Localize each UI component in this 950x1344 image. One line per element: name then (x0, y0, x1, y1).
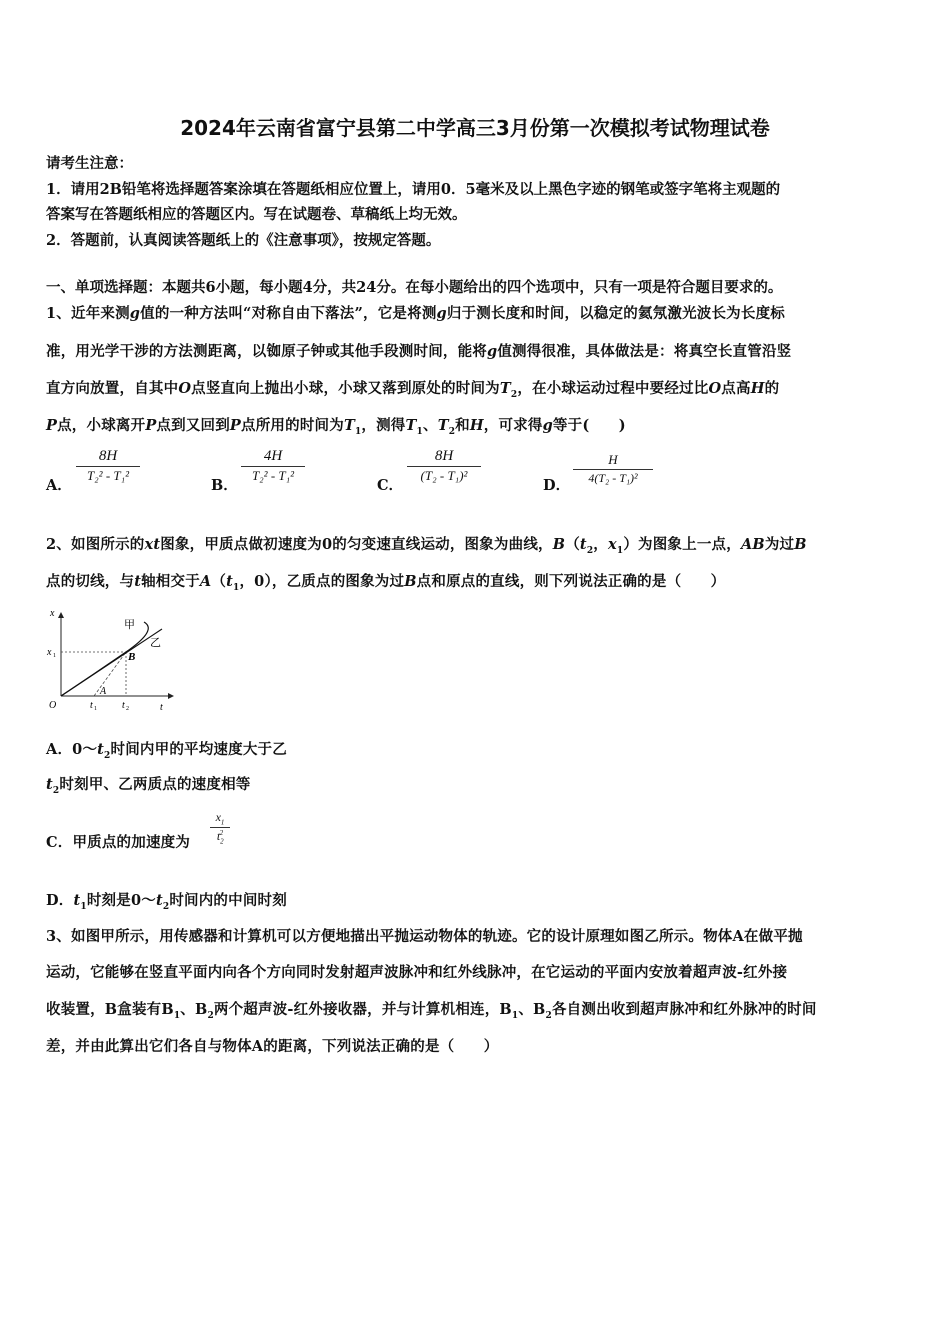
tick-label-t2: t (122, 700, 125, 711)
tangent-line-ab (94, 652, 126, 696)
q1-option-d-fraction: $\frac{H}{\text{4(T₂ - T₁)²}}$ (573, 452, 653, 486)
q3-line-3: 收装置，B盒装有$B_1$、$B_2$两个超声波-红外接收器，并与计算机相连，$B_1$、$B_2$各自测出收到超声脉冲和红外脉冲的时间 (46, 1001, 817, 1021)
q3-line-1: 3、如图甲所示，用传感器和计算机可以方便地描出平抛运动物体的轨迹。它的设计原理如图乙所示。物体A在做平抛 (46, 928, 803, 945)
tick-label-x1-sub: 1 (53, 653, 56, 659)
point-b-label: B (128, 651, 136, 663)
notice-heading: 请考生注意： (46, 155, 133, 172)
tick-label-t1-sub: 1 (94, 706, 97, 712)
point-a-label: A (100, 686, 107, 697)
q1-option-c-fraction: $\frac{8H}{\text{(T₂ - T₁)²}}$ (407, 448, 481, 484)
q2-line-1: 2、如图所示的xt图象，甲质点做初速度为0的匀变速直线运动，图象为曲线，$B(t_2$，$x_1$）为图象上一点，AB为过B (46, 536, 807, 556)
q1-option-b-fraction: $\frac{4H}{\text{T₂² - T₁²}}$ (241, 448, 305, 484)
q1-option-a-fraction: $\frac{8H}{\text{T₂² - T₁²}}$ (76, 448, 140, 484)
notice-line-1b: 答案写在答题纸相应的答题区内。写在试题卷、草稿纸上均无效。 (46, 206, 467, 223)
xt-graph (44, 604, 174, 716)
tick-label-t2-sub: 2 (126, 706, 129, 712)
label-jia: 甲 (124, 619, 135, 631)
label-yi: 乙 (150, 637, 161, 649)
q2-option-b[interactable]: $t_2$时刻甲、乙两质点的速度相等 (46, 776, 251, 796)
section-heading: 一、单项选择题：本题共6小题，每小题4分，共24分。在每小题给出的四个选项中，只有一项是符合题目要求的。 (46, 279, 783, 296)
q2-option-a[interactable]: A．$0\sim t_2$时间内甲的平均速度大于乙 (46, 741, 287, 761)
notice-line-2: 2．答题前，认真阅读答题纸上的《注意事项》，按规定答题。 (46, 232, 441, 249)
notice-line-1a: 1．请用2B铅笔将选择题答案涂填在答题纸相应位置上，请用0．5毫米及以上黑色字迹的钢笔或签字笔将主观题的 (46, 181, 781, 198)
line-yi (61, 629, 162, 696)
q1-line-1: 1、近年来测g值的一种方法叫“对称自由下落法”，它是将测g归于测长度和时间，以稳定的氦氖激光波长为长度标 (46, 305, 785, 322)
q1-line-3: 直方向放置，自其中O点竖直向上抛出小球，小球又落到原处的时间为$T_2$，在小球运动过程中要经过比O点高H的 (46, 380, 780, 400)
q3-line-4: 差，并由此算出它们各自与物体A的距离，下列说法正确的是（ ） (46, 1038, 499, 1055)
origin-label: O (49, 700, 57, 711)
q3-line-2: 运动，它能够在竖直平面内向各个方向同时发射超声波脉冲和红外线脉冲，在它运动的平面内安放着超声波-红外接 (46, 964, 788, 981)
tick-label-x1: x (47, 647, 52, 658)
exam-page: 2024年云南省富宁县第二中学高三3月份第一次模拟考试物理试卷 请考生注意： 1．请用2B铅笔将选择题答案涂填在答题纸相应位置上，请用0．5毫米及以上黑色字迹的钢笔或签字笔将主观题的 答案写在答题纸相应的答题区内。写在试题卷、草稿纸上均无效。 2．答题前，认真阅读答题纸上的《注意事项》，按规定答题。 一、单项选择题：本题共6小题，每小题4分，共24分。在每小题给出的四个选项中，只有一项是符合题目要求的。 1、近年来测g值的一种方法叫“对称自由下落法”，它是将测g归于测长度和时间，以稳定的氦氖激光波长为长度标 准，用光学干涉的方法测距离，以铷原子钟或其他手段测时间，能将g值测得很准，具体做法是：将真空长直管沿竖 直方向放置，自其中O点竖直向上抛出小球，小球又落到原处的时间为$T_2$，在小球运动过程中要经过比O点高H的 P点，小球离开P点到又回到P点所用的时间为$T_1$，测得$T_1$、$T_2$和H，可求得g等于( ) A． $\frac{8H}{\text{T₂² - T₁²}}$ B． $\frac{4H}{\text{T₂² - T₁²}}$ C． $\frac{8H}{\text{(T₂ - T₁)²}}$ D． $\frac{H}{\text{4(T₂ - T₁)²}}$ 2、如图所示的xt图象，甲质点做初速度为0的匀变速直线运动，图象为曲线，$B(t_2$，$x_1$）为图象上一点，AB为过B 点的切线，与t轴相交于$A(t_1$，0），乙质点的图象为过B点和原点的直线，则下列说法正确的是（ ） x x 1 O t 1 t 2 t 甲 乙 B A A．$0\sim t_2$时间内甲的平均速度大于乙 $t_2$时刻甲、乙两质点的速度相等 C．甲质点的加速度为 $\frac{x_1}{t_2^2}$ D．$t_1$时刻是$0\sim t_2$时间内的中间时刻 3、如图甲所示，用传感器和计算机可以方便地描出平抛运动物体的轨迹。它的设计原理如图乙所示。物体A在做平抛 运动，它能够在竖直平面内向各个方向同时发射超声波脉冲和红外线脉冲，在它运动的平面内安放着超声波-红外接 收装置，B盒装有$B_1$、$B_2$两个超声波-红外接收器，并与计算机相连，$B_1$、$B_2$各自测出收到超声脉冲和红外脉冲的时间 差，并由此算出它们各自与物体A的距离，下列说法正确的是（ ） (0, 0, 950, 1344)
q2-option-d[interactable]: D．$t_1$时刻是$0\sim t_2$时间内的中间时刻 (46, 892, 287, 912)
tick-label-t1: t (90, 700, 93, 711)
axis-label-t: t (160, 702, 163, 713)
page-title: 2024年云南省富宁县第二中学高三3月份第一次模拟考试物理试卷 (180, 116, 770, 140)
q2-option-c-fraction: $\frac{x_1}{t_2^2}$ (210, 810, 230, 846)
x-axis-arrow (58, 612, 64, 618)
axis-label-x: x (50, 608, 55, 619)
q1-line-2: 准，用光学干涉的方法测距离，以铷原子钟或其他手段测时间，能将g值测得很准，具体做法是：将真空长直管沿竖 (46, 343, 792, 360)
q1-line-4: P点，小球离开P点到又回到P点所用的时间为$T_1$，测得$T_1$、$T_2$和H，可求得g等于( ) (46, 417, 626, 437)
t-axis-arrow (168, 693, 174, 699)
q2-line-2: 点的切线，与t轴相交于$A(t_1$，0），乙质点的图象为过B点和原点的直线，则下列说法正确的是（ ） (46, 573, 726, 593)
